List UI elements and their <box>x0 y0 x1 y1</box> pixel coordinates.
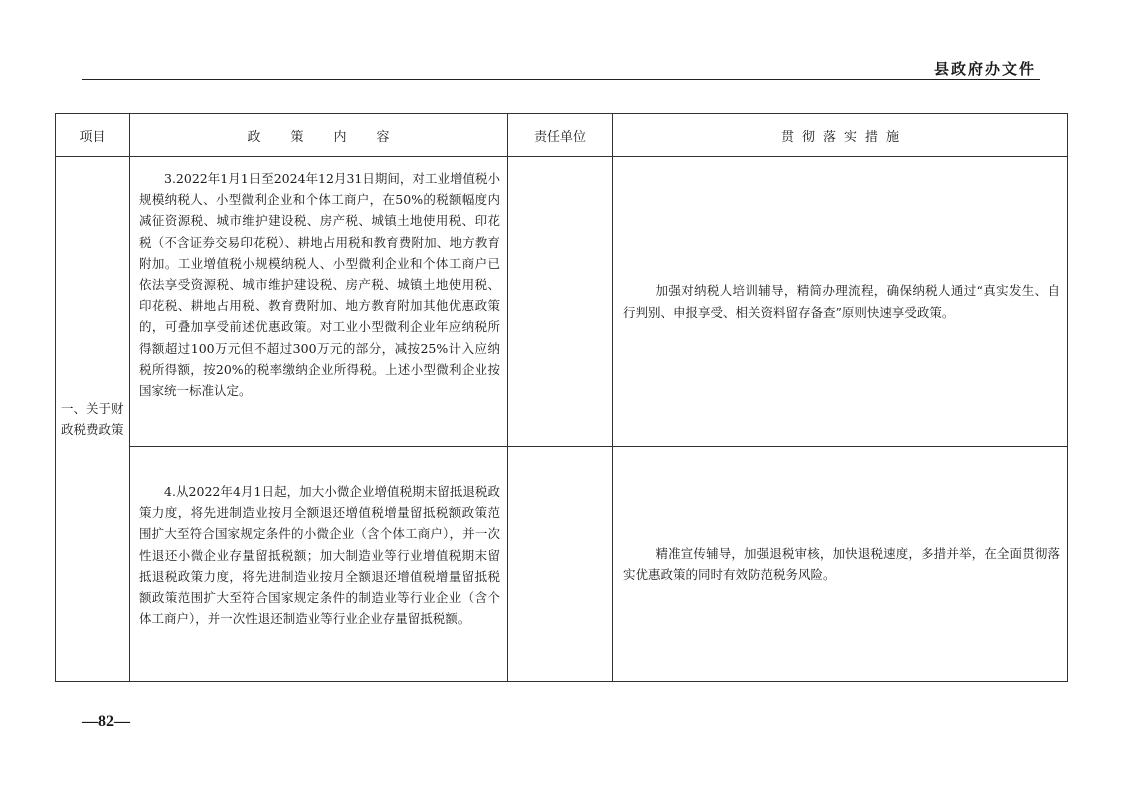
responsible-unit-cell <box>508 157 613 447</box>
header-divider <box>82 79 1040 80</box>
policy-content-cell <box>130 157 508 447</box>
measures-text: 精准宣传辅导，加强退税审核，加快退税速度，多措并举，在全面贯彻落实优惠政策的同时有效防范税务风险。 <box>623 545 1060 582</box>
column-header-content <box>130 114 508 157</box>
policy-content-cell <box>130 447 508 682</box>
column-header-unit: 责任单位 <box>508 114 613 157</box>
policy-content-text: 4.从2022年4月1日起，加大小微企业增值税期末留抵退税政策力度，将先进制造业按月全额退还增值税增量留抵税额政策范围扩大至符合国家规定条件的小微企业（含个体工商户），并一次性退还小微企业存量留抵税额；加大制造业等行业增值税期末留抵退税政策力度，将先进制造业按月全额退还增值税增量留抵税额政策范围扩大至符合国家规定条件的制造业等行业企业（含个体工商户），并一次性退还制造业等行业企业存量留抵税额。 <box>139 484 500 627</box>
measures-cell <box>613 157 1068 447</box>
column-header-measures <box>613 114 1068 157</box>
measures-cell <box>613 447 1068 682</box>
column-header-content-label: 政策内容 <box>247 129 420 145</box>
column-header-item: 项目 <box>56 114 130 157</box>
measures-text: 加强对纳税人培训辅导，精简办理流程，确保纳税人通过“真实发生、自行判别、申报享受、相关资料留存备查”原则快速享受政策。 <box>623 283 1060 320</box>
policy-content-text: 3.2022年1月1日至2024年12月31日期间，对工业增值税小规模纳税人、小型微利企业和个体工商户，在50%的税额幅度内减征资源税、城市维护建设税、房产税、城镇土地使用税、印花税（不含证券交易印花税）、耕地占用税和教育费附加、地方教育附加。工业增值税小规模纳税人、小型微利企业和个体工商户已依法享受资源税、城市维护建设税、房产税、城镇土地使用税、印花税、耕地占用税、教育费附加、地方教育附加其他优惠政策的，可叠加享受前述优惠政策。对工业小型微利企业年应纳税所得额超过100万元但不超过300万元的部分，减按25%计入应纳税所得额，按20%的税率缴纳企业所得税。上述小型微利企业按国家统一标准认定。 <box>139 171 500 399</box>
column-header-measures-label: 贯彻落实措施 <box>780 129 907 145</box>
table-row <box>56 157 1068 447</box>
policy-table <box>55 113 1068 682</box>
table-header-row <box>56 114 1068 157</box>
table-row <box>56 447 1068 682</box>
item-category-cell: 一、关于财政税费政策 <box>56 157 130 682</box>
page-number: —82— <box>82 713 130 730</box>
responsible-unit-cell <box>508 447 613 682</box>
document-header-title: 县政府办文件 <box>933 60 1036 78</box>
